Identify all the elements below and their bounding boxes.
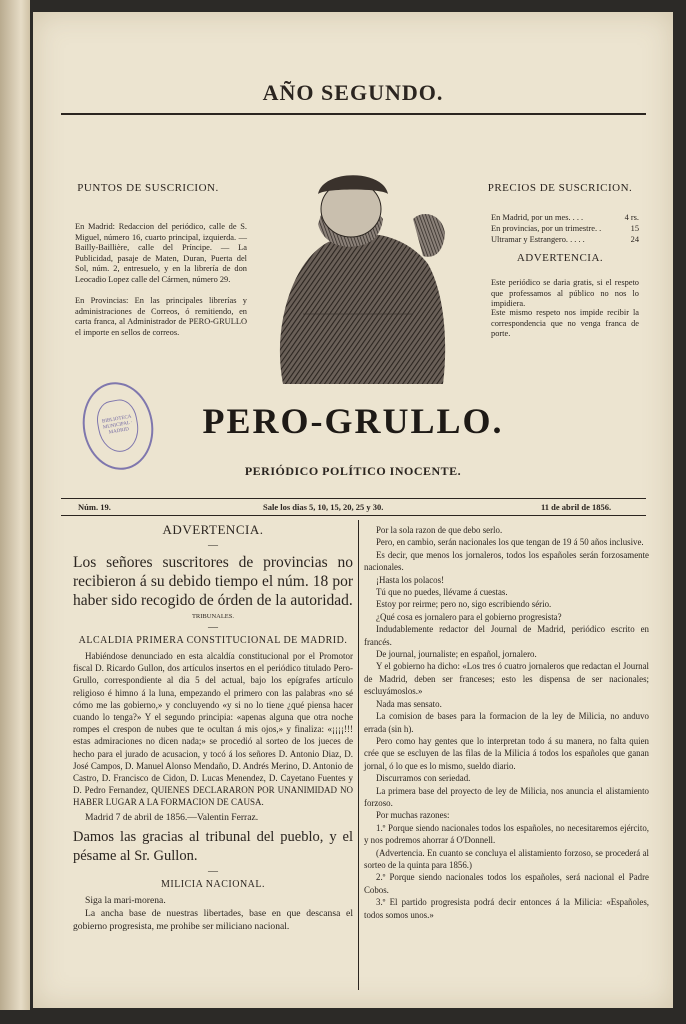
article-paragraph: La primera base del proyecto de ley de Milicia, nos anuncia el alistamiento forzoso. <box>364 785 649 808</box>
newspaper-page <box>33 12 673 1008</box>
article-paragraph: (Advertencia. En cuanto se concluya el alistamiento forzoso, se procederá al sorteo de la quinta para 1856.) <box>364 847 649 870</box>
subscription-title: PUNTOS DE SUSCRICION. <box>77 182 219 194</box>
price-label: Ultramar y Estrangero. . . . . <box>491 235 585 244</box>
article-paragraph: Es decir, que menos los jornaleros, todos los españoles serán forzosamente nacionales. <box>364 549 649 573</box>
alcaldia-paragraph: Habiéndose denunciado en esta alcaldía constitucional por el Promotor fiscal D. Ricardo Gullon, dos artículos insertos en el periódico titulado Pero-Grullo, correspondiente al dia 5 del actual, bajo los epígrafes artículo religioso é himno á la luna, empezando el primero con las palabras «no sé cómo me las gobierno,» y concluyendo «y si no lo tiene ¿qué piensa hacer cuando lo tenga?» Y el segundo principia: «apenas alguna que otra noche rompes el crespon de nubes que te ocultan á mis ojos,» y finaliza: «¡¡¡¡!!! estas admiraciones no dicen nada;» se procedió al sorteo de los jueces de hecho para el jurado de acusacion, y tocó á los señores D. Antonio Diaz, D. José Campos, D. Manuel Alonso Mendaño, D. Andrés Merino, D. Antonio de Castro, D. Francisco de Cidon, D. Lucas Menendez, D. Cayetano Fuentes y D. Pedro Fernandez, QUIENES DECLARARON POR UNANIMIDAD NO HABER LUGAR A LA FORMACION DE CAUSA. <box>73 651 353 808</box>
right-column <box>364 524 649 921</box>
article-paragraph: Tú que no puedes, llévame á cuestas. <box>376 587 508 598</box>
alcaldia-text <box>73 650 353 809</box>
issue-rule-top <box>61 498 646 499</box>
tribunales-label: TRIBUNALES. <box>191 613 235 620</box>
adjacent-page-edge <box>0 0 30 1010</box>
article-paragraph: Pero, en cambio, serán nacionales los que tengan de 19 á 50 años inclusive. <box>376 537 644 548</box>
article-paragraph: Indudablemente redactor del Journal de Madrid, periódico escrito en francés. <box>364 624 649 647</box>
price-value: 15 <box>630 224 639 233</box>
price-list <box>491 212 639 245</box>
article-paragraph: Por muchas razones: <box>376 810 450 821</box>
militia-text <box>73 894 353 934</box>
price-label: En provincias, por un trimestre. . <box>491 224 602 233</box>
dash-separator: — <box>208 622 218 633</box>
militia-heading: MILICIA NACIONAL. <box>160 878 266 890</box>
masthead-subtitle: PERIÓDICO POLÍTICO INOCENTE. <box>244 464 462 478</box>
issue-rule-bottom <box>61 515 646 516</box>
column-divider <box>358 520 359 990</box>
article-paragraph: Discurramos con seriedad. <box>376 773 471 784</box>
header-rule <box>61 113 646 115</box>
issue-schedule: Sale los dias 5, 10, 15, 20, 25 y 30. <box>263 502 384 512</box>
article-paragraph: ¿Qué cosa es jornalero para el gobierno progresista? <box>376 611 562 622</box>
price-row <box>491 223 639 234</box>
prices-notice-title: ADVERTENCIA. <box>516 252 604 264</box>
prices-title: PRECIOS DE SUSCRICION. <box>487 182 633 194</box>
issue-date: 11 de abril de 1856. <box>541 502 612 512</box>
article-paragraph: Por la sola razon de que debo serlo. <box>376 525 503 535</box>
article-paragraph: Y el gobierno ha dicho: «Los tres ó cuatro jornaleros que redactan el Journal de Madrid, deben ser franceses; esto les dispensa de ser nacionales; escluyámoslos.» <box>364 661 649 697</box>
thanks-text: Damos las gracias al tribunal del pueblo, y el pésame al Sr. Gullon. <box>73 828 353 864</box>
article-paragraph: Pero como hay gentes que lo interpretan todo á su manera, no falta quien crée que se escluyen de las filas de la Milicia á todos los españoles que ganan jornal, ó lo que es lo mismo, sueldo diario. <box>364 735 649 771</box>
advertencia-heading: ADVERTENCIA. <box>162 522 264 537</box>
price-value: 24 <box>630 235 639 244</box>
advertencia-text: Los señores suscritores de provincias no recibieron á su debido tiempo el núm. 18 por haber sido recogido de órden de la autoridad. <box>73 554 353 609</box>
article-paragraph: De journal, journaliste; en español, jornalero. <box>376 649 537 660</box>
alcaldia-heading: ALCALDIA PRIMERA CONSTITUCIONAL DE MADRID. <box>78 635 348 646</box>
article-paragraph: Nada mas sensato. <box>376 698 442 709</box>
masthead-title: PERO-GRULLO. <box>202 401 504 441</box>
article-paragraph: ¡Hasta los polacos! <box>376 574 445 585</box>
article-paragraph: 3.º El partido progresista podrá decir entonces á la Milicia: «Españoles, todos somos unos.» <box>364 897 649 920</box>
subscription-madrid: En Madrid: Redaccion del periódico, calle de S. Miguel, número 16, cuarto principal, izquierda. — Bailly-Baillière, calle del Príncipe. — La Publicidad, pasaje de Maten, Duran, Puerta del Sol, núm. 2, entresuelo, y en la librería de don Leocadio Lopez calle del Cármen, número 29. <box>75 222 247 284</box>
prices-notice-2: Este mismo respeto nos impide recibir la correspondencia que no venga franca de porte. <box>491 308 639 339</box>
article-paragraph: La comision de bases para la formacion de la ley de Milicia, no anduvo errada (sin h). <box>364 711 649 734</box>
signature-line: Madrid 7 de abril de 1856.—Valentin Ferraz. <box>85 811 259 823</box>
prices-notice-1: Este periódico se daria gratis, si el respeto que professamos al público no nos lo impidiera. <box>491 278 639 309</box>
subscription-provinces: En Provincias: En las principales librerías y administraciones de Correos, ó remitiendo, en carta franca, al Administrador de PERO-GRULLO el importe en sellos de correos. <box>75 296 247 337</box>
year-heading: AÑO SEGUNDO. <box>262 80 444 105</box>
militia-paragraph: La ancha base de nuestras libertades, base en que descansa el gobierno progresista, me prohibe ser miliciano nacional. <box>73 908 353 933</box>
issue-number: Núm. 19. <box>78 502 111 512</box>
stamp-text: BIBLIOTECA MUNICIPAL · MADRID <box>101 414 134 436</box>
article-paragraph: Estoy por reirme; pero no, sigo escribiendo sério. <box>376 599 552 610</box>
militia-paragraph: Siga la mari-morena. <box>85 894 166 906</box>
article-paragraph: 2.º Porque siendo nacionales todos los españoles, será nacional el Padre Cobos. <box>364 872 649 895</box>
engraved-figure-illustration <box>263 164 453 389</box>
signature <box>73 811 353 824</box>
dash-separator: — <box>208 865 218 877</box>
left-column <box>73 522 353 933</box>
article-paragraph: 1.º Porque siendo nacionales todos los españoles, no necesitaremos ejército, y nos podremos ahorrar á O'Donnell. <box>364 822 649 846</box>
price-label: En Madrid, por un mes. . . . <box>491 213 584 222</box>
price-row <box>491 234 639 245</box>
dash-separator: — <box>208 540 218 551</box>
price-value: 4 rs. <box>624 213 639 222</box>
price-row <box>491 212 639 223</box>
